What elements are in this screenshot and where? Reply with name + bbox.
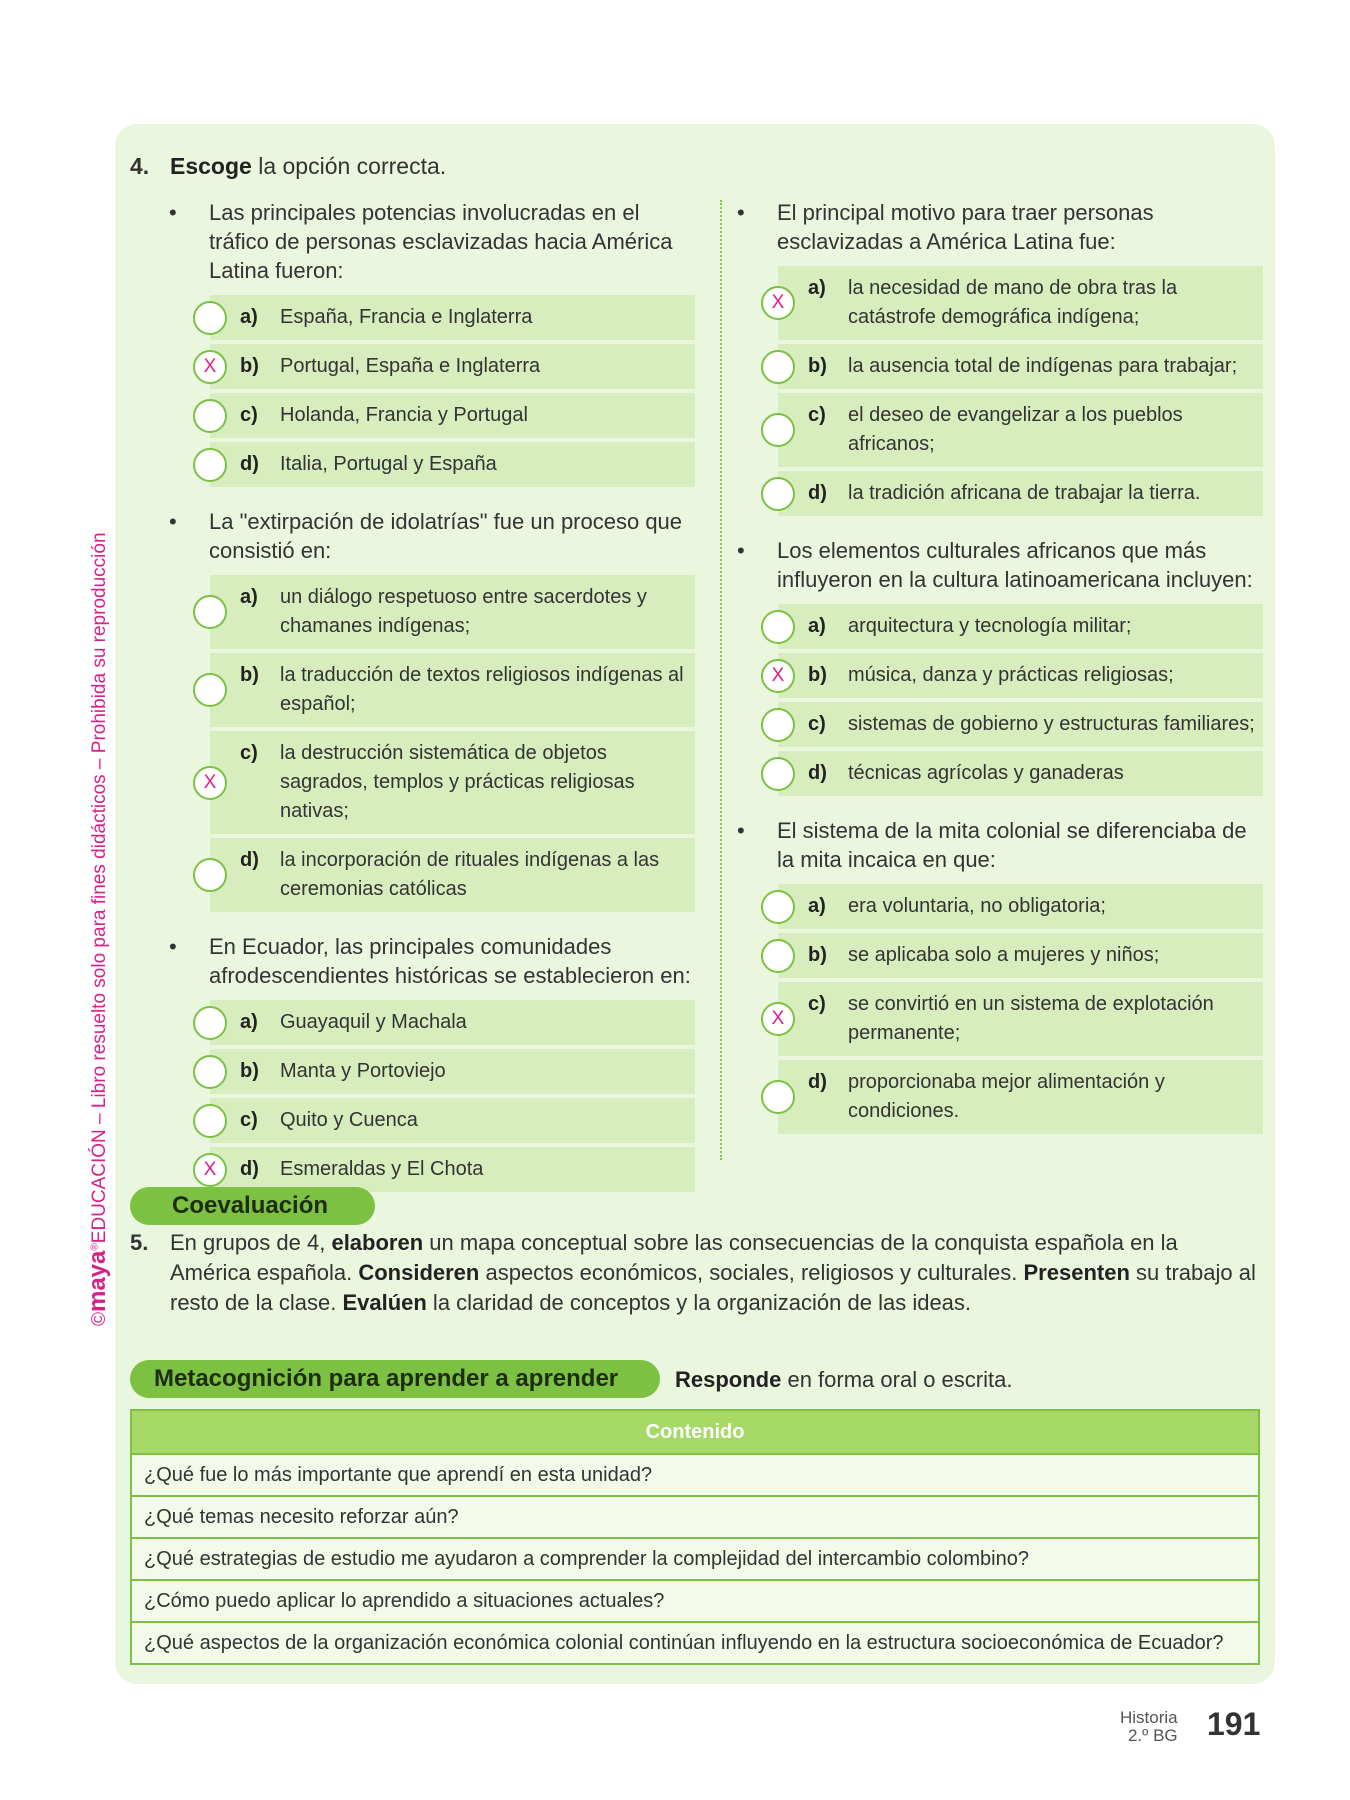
stem-text: Las principales potencias involucradas en el tráfico de personas esclavizadas hacia América Latina fueron:: [209, 200, 673, 283]
question-block: [733, 198, 1263, 516]
table-row: [131, 1538, 1259, 1580]
question-block: [733, 536, 1263, 796]
option-text: la ausencia total de indígenas para trabajar;: [848, 355, 1238, 377]
option-text: era voluntaria, no obligatoria;: [848, 895, 1106, 917]
option-letter: d): [808, 482, 827, 504]
option-letter: a): [240, 306, 258, 328]
answer-circle[interactable]: [193, 1006, 227, 1040]
option-row[interactable]: [778, 393, 1263, 467]
q5-text-part: la claridad de conceptos y la organización de las ideas.: [426, 1290, 972, 1315]
option-row[interactable]: [778, 344, 1263, 389]
option-letter: d): [240, 453, 259, 475]
answer-circle[interactable]: [193, 1055, 227, 1089]
option-text: sistemas de gobierno y estructuras familiares;: [848, 713, 1255, 735]
option-text: la traducción de textos religiosos indígenas al español;: [280, 664, 684, 715]
q5-verb: Evalúen: [342, 1290, 427, 1315]
option-row[interactable]: [771, 982, 1263, 1056]
answer-circle[interactable]: [761, 610, 795, 644]
option-text: Holanda, Francia y Portugal: [280, 404, 528, 426]
answer-circle[interactable]: X: [761, 659, 795, 693]
option-letter: c): [240, 742, 258, 764]
answer-circle[interactable]: [761, 477, 795, 511]
bullet-icon: •: [169, 934, 177, 959]
copyright-notice: EDUCACIÓN – Libro resuelto solo para fines didácticos – Prohibida su reproducción: [89, 532, 110, 1244]
option-row[interactable]: [210, 1098, 695, 1143]
stem-text: Los elementos culturales africanos que más influyeron en la cultura latinoamericana incluyen:: [777, 538, 1253, 592]
table-cell[interactable]: ¿Cómo puedo aplicar lo aprendido a situaciones actuales?: [131, 1580, 1259, 1622]
option-text: proporcionaba mejor alimentación y condiciones.: [848, 1071, 1165, 1122]
option-text: arquitectura y tecnología militar;: [848, 615, 1132, 637]
option-row[interactable]: [778, 933, 1263, 978]
question-stem: [733, 816, 1263, 874]
bullet-icon: •: [737, 538, 745, 563]
q5-verb: Presenten: [1023, 1260, 1130, 1285]
option-row[interactable]: [778, 471, 1263, 516]
table-row: [131, 1454, 1259, 1496]
question-instruction: la opción correcta.: [251, 153, 447, 179]
option-letter: a): [808, 615, 826, 637]
answer-circle[interactable]: [761, 350, 795, 384]
question-block: [733, 816, 1263, 1134]
option-letter: c): [240, 1109, 258, 1131]
table-header: Contenido: [131, 1410, 1259, 1454]
q5-text-part: su trabajo al resto de la clase.: [170, 1260, 1256, 1315]
option-letter: b): [808, 664, 827, 686]
answer-circle[interactable]: [761, 1080, 795, 1114]
q5-text-part: aspectos económicos, sociales, religiosos y culturales.: [479, 1260, 1024, 1285]
option-row[interactable]: [771, 266, 1263, 340]
option-text: Italia, Portugal y España: [280, 453, 497, 475]
answer-circle[interactable]: [761, 939, 795, 973]
table-row: [131, 1580, 1259, 1622]
option-letter: c): [808, 404, 826, 426]
answer-circle[interactable]: X: [193, 350, 227, 384]
answer-circle[interactable]: X: [193, 1153, 227, 1187]
option-text: la destrucción sistemática de objetos sagrados, templos y prácticas religiosas nativas;: [280, 742, 635, 822]
bullet-icon: •: [737, 818, 745, 843]
option-row[interactable]: [210, 653, 695, 727]
right-column: [733, 198, 1263, 1154]
bullet-icon: •: [169, 200, 177, 225]
option-row[interactable]: [210, 295, 695, 340]
option-letter: b): [808, 944, 827, 966]
option-row[interactable]: [778, 702, 1263, 747]
option-text: el deseo de evangelizar a los pueblos africanos;: [848, 404, 1183, 455]
stem-text: El principal motivo para traer personas esclavizadas a América Latina fue:: [777, 200, 1154, 254]
bullet-icon: •: [737, 200, 745, 225]
answer-circle[interactable]: [193, 673, 227, 707]
option-letter: b): [240, 355, 259, 377]
option-letter: a): [808, 895, 826, 917]
answer-circle[interactable]: [193, 858, 227, 892]
question-block: [165, 198, 695, 487]
column-divider: [720, 200, 722, 1160]
option-letter: a): [240, 586, 258, 608]
option-text: la incorporación de rituales indígenas a las ceremonias católicas: [280, 849, 660, 900]
question-stem: [165, 507, 695, 565]
metacognicion-label: Metacognición para aprender a aprender: [130, 1360, 660, 1398]
option-row[interactable]: [778, 604, 1263, 649]
table-cell[interactable]: ¿Qué aspectos de la organización económica colonial continúan influyendo en la estructura socioeconómica de Ecuador?: [131, 1622, 1259, 1664]
question-verb: Escoge: [170, 153, 252, 179]
option-text: la tradición africana de trabajar la tierra.: [848, 482, 1201, 504]
answer-circle[interactable]: X: [193, 766, 227, 800]
option-letter: d): [808, 762, 827, 784]
question-block: [165, 507, 695, 912]
table-row: [131, 1622, 1259, 1664]
option-text: la necesidad de mano de obra tras la catástrofe demográfica indígena;: [848, 277, 1178, 328]
option-row[interactable]: [771, 653, 1263, 698]
table-cell[interactable]: ¿Qué temas necesito reforzar aún?: [131, 1496, 1259, 1538]
answer-circle[interactable]: [761, 890, 795, 924]
answer-circle[interactable]: [193, 399, 227, 433]
page-number: 191: [1207, 1706, 1261, 1742]
copyright-sidebar: [84, 532, 112, 1326]
option-row[interactable]: [778, 884, 1263, 929]
bullet-icon: •: [169, 509, 177, 534]
question-number: 4.: [130, 153, 150, 179]
option-text: Quito y Cuenca: [280, 1109, 418, 1131]
question-stem: [165, 198, 695, 285]
grade-label: 2.º BG: [1127, 1726, 1178, 1745]
option-row[interactable]: [210, 1000, 695, 1045]
option-text: música, danza y prácticas religiosas;: [848, 664, 1174, 686]
answer-circle[interactable]: X: [761, 1002, 795, 1036]
answer-circle[interactable]: [193, 448, 227, 482]
question-block: [165, 932, 695, 1192]
option-letter: c): [240, 404, 258, 426]
question-stem: [733, 198, 1263, 256]
registered-mark: ®: [89, 1243, 101, 1251]
q5-text-part: un mapa conceptual sobre las consecuencias de la conquista española en la América española.: [170, 1230, 1178, 1285]
answer-circle[interactable]: X: [761, 286, 795, 320]
subject-name: Historia: [1120, 1708, 1178, 1727]
option-text: técnicas agrícolas y ganaderas: [848, 762, 1124, 784]
coevaluacion-label: Coevaluación: [130, 1187, 375, 1225]
option-letter: d): [808, 1071, 827, 1093]
answer-circle[interactable]: [193, 1104, 227, 1138]
option-letter: c): [808, 713, 826, 735]
question-number: 5.: [130, 1230, 149, 1255]
option-text: Portugal, España e Inglaterra: [280, 355, 541, 377]
option-row[interactable]: [203, 1147, 695, 1192]
metacognicion-instruction: [675, 1367, 1012, 1393]
option-letter: d): [240, 849, 259, 871]
brand-logo-text: maya: [84, 1250, 111, 1312]
table-cell[interactable]: ¿Qué estrategias de estudio me ayudaron a comprender la complejidad del intercambio colombino?: [131, 1538, 1259, 1580]
q5-verb: elaboren: [331, 1230, 424, 1255]
answer-circle[interactable]: [761, 757, 795, 791]
footer-subject: [1120, 1709, 1178, 1745]
option-row[interactable]: [778, 1060, 1263, 1134]
option-letter: d): [240, 1158, 259, 1180]
copyright-symbol: ©: [89, 1312, 110, 1326]
option-text: se aplicaba solo a mujeres y niños;: [848, 944, 1160, 966]
option-text: un diálogo respetuoso entre sacerdotes y chamanes indígenas;: [280, 586, 647, 637]
table-cell[interactable]: ¿Qué fue lo más importante que aprendí en esta unidad?: [131, 1454, 1259, 1496]
option-row[interactable]: [210, 442, 695, 487]
left-column: [165, 198, 695, 1212]
option-letter: c): [808, 993, 826, 1015]
answer-circle[interactable]: [761, 708, 795, 742]
option-row[interactable]: [203, 344, 695, 389]
question-5-text: [130, 1228, 1260, 1318]
answer-circle[interactable]: [761, 413, 795, 447]
question-stem: [733, 536, 1263, 594]
q5-text-part: En grupos de 4,: [170, 1230, 332, 1255]
answer-circle[interactable]: [193, 301, 227, 335]
option-row[interactable]: [203, 731, 695, 834]
option-text: Manta y Portoviejo: [280, 1060, 446, 1082]
responde-verb: Responde: [675, 1367, 782, 1392]
q5-verb: Consideren: [358, 1260, 480, 1285]
question-4-heading: [130, 153, 446, 180]
question-stem: [165, 932, 695, 990]
option-letter: b): [240, 1060, 259, 1082]
option-letter: a): [240, 1011, 258, 1033]
option-row[interactable]: [210, 838, 695, 912]
option-text: se convirtió en un sistema de explotación permanente;: [848, 993, 1214, 1044]
option-row[interactable]: [210, 575, 695, 649]
metacognition-table: [130, 1409, 1260, 1665]
stem-text: El sistema de la mita colonial se diferenciaba de la mita incaica en que:: [777, 818, 1247, 872]
table-row: [131, 1496, 1259, 1538]
option-row[interactable]: [210, 393, 695, 438]
stem-text: En Ecuador, las principales comunidades afrodescendientes históricas se establecieron en:: [209, 934, 691, 988]
stem-text: La "extirpación de idolatrías" fue un proceso que consistió en:: [209, 509, 683, 563]
responde-rest: en forma oral o escrita.: [781, 1367, 1013, 1392]
option-letter: b): [808, 355, 827, 377]
option-letter: a): [808, 277, 826, 299]
option-text: España, Francia e Inglaterra: [280, 306, 533, 328]
option-text: Guayaquil y Machala: [280, 1011, 467, 1033]
option-letter: b): [240, 664, 259, 686]
option-row[interactable]: [210, 1049, 695, 1094]
question-5: [130, 1228, 1260, 1318]
option-text: Esmeraldas y El Chota: [280, 1158, 484, 1180]
option-row[interactable]: [778, 751, 1263, 796]
answer-circle[interactable]: [193, 595, 227, 629]
